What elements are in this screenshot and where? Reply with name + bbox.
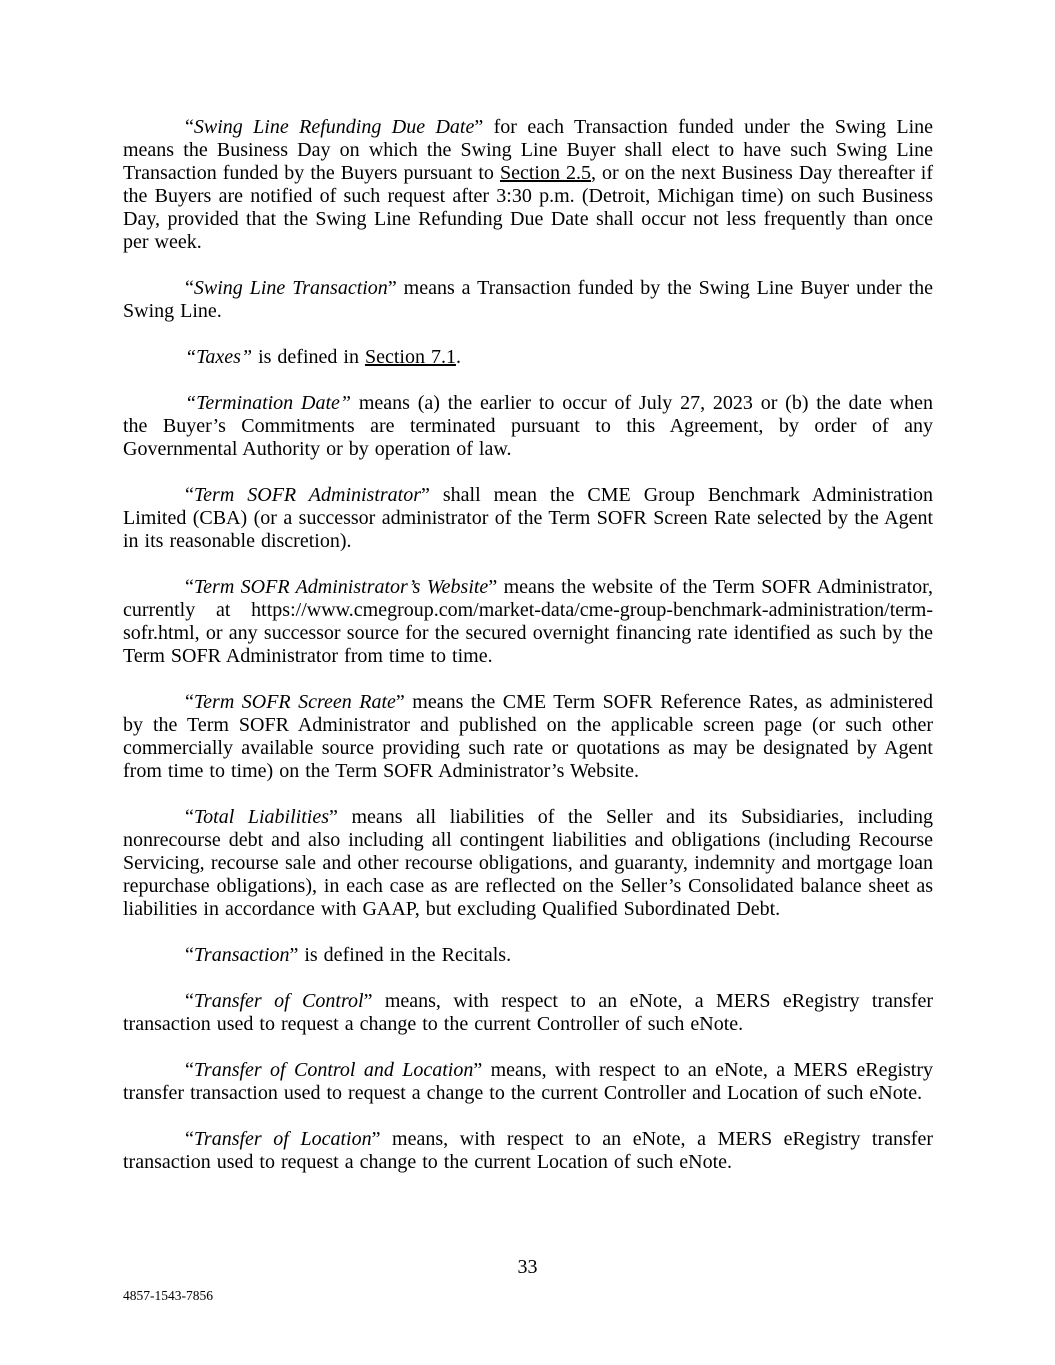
text-run: ” means all liabilities of the Seller and its Subsidiaries, including nonrecourse debt and also including all contingent liabilities and obligations (including Recourse Servicing, recourse sale and other recourse obligations, and guaranty, indemnity and mortgage loan repurchase obligations), in each case as are reflected on the Seller’s Consolidated balance sheet as liabilities in accordance with GAAP, but excluding Qualified Subordinated Debt.: [123, 806, 933, 920]
text-run: ” means the CME Term SOFR Reference Rates, as administered by the Term SOFR Administrator and published on the applicable screen page (or such other commercially available source providing such rate or quotations as may be designated by Agent from time to time) on the Term SOFR Administrator’s Website.: [123, 691, 933, 782]
text-run: “: [185, 1059, 194, 1081]
text-run: ” is defined in the Recitals.: [289, 944, 512, 966]
text-run: “: [185, 277, 194, 299]
definition-paragraph: [123, 277, 933, 323]
definition-paragraph: [123, 1128, 933, 1174]
text-run: “: [185, 990, 194, 1012]
text-run: means (a) the earlier to occur of July 27, 2023 or (b) the date when the Buyer’s Commitments are terminated pursuant to this Agreement, by order of any Governmental Authority or by operation of law.: [123, 392, 933, 460]
text-run: ” means the website of the Term SOFR Administrator, currently at https://www.cmegroup.com/market-data/cme-group-benchmark-administration/term-sofr.html, or any successor source for the secured overnight financing rate identified as such by the Term SOFR Administrator from time to time.: [123, 576, 933, 667]
defined-term: Total Liabilities: [193, 806, 329, 828]
definition-paragraph: [123, 116, 933, 254]
defined-term: Transfer of Control and Location: [193, 1059, 474, 1081]
text-run: “: [185, 576, 194, 598]
defined-term: Transaction: [193, 944, 290, 966]
definition-paragraph: [123, 944, 933, 967]
definition-paragraph: [123, 1059, 933, 1105]
definition-paragraph: [123, 392, 933, 461]
defined-term: Swing Line Refunding Due Date: [193, 116, 475, 138]
text-run: ” shall mean the CME Group Benchmark Administration Limited (CBA) (or a successor administrator of the Term SOFR Screen Rate selected by the Agent in its reasonable discretion).: [123, 484, 933, 552]
defined-term: Swing Line Transaction: [193, 277, 388, 299]
defined-term: Term SOFR Screen Rate: [193, 691, 396, 713]
definition-paragraph: [123, 576, 933, 668]
page-number: 33: [517, 1256, 538, 1278]
defined-term: Term SOFR Administrator: [193, 484, 422, 506]
definition-paragraph: [123, 346, 933, 369]
text-run: “: [185, 806, 194, 828]
text-run: .: [455, 346, 461, 368]
text-run: ” means a Transaction funded by the Swing Line Buyer under the Swing Line.: [123, 277, 933, 322]
section-reference: Section 2.5: [499, 162, 591, 184]
text-run: “: [185, 116, 194, 138]
defined-term: Term SOFR Administrator’s Website: [193, 576, 489, 598]
defined-term: Transfer of Control: [193, 990, 364, 1012]
text-run: ” means, with respect to an eNote, a MERS eRegistry transfer transaction used to request a change to the current Controller and Location of such eNote.: [123, 1059, 934, 1104]
definition-paragraph: [123, 691, 933, 783]
section-reference: Section 7.1: [364, 346, 456, 368]
definition-paragraph: [123, 806, 933, 921]
defined-term: Transfer of Location: [193, 1128, 372, 1150]
text-run: “: [185, 484, 194, 506]
text-run: ” for each Transaction funded under the Swing Line means the Business Day on which the Swing Line Buyer shall elect to have such Swing Line Transaction funded by the Buyers pursuant to: [123, 116, 934, 184]
text-run: is defined in: [252, 346, 365, 368]
document-id-stamp: 4857-1543-7856: [123, 1288, 213, 1303]
text-run: ” means, with respect to an eNote, a MERS eRegistry transfer transaction used to request a change to the current Location of such eNote.: [123, 1128, 933, 1173]
defined-term: “Taxes”: [185, 346, 253, 368]
text-run: “: [185, 944, 194, 966]
text-run: , or on the next Business Day thereafter if the Buyers are notified of such request after 3:30 p.m. (Detroit, Michigan time) on such Business Day, provided that the Swing Line Refunding Due Date shall occur not less frequently than once per week.: [123, 162, 934, 253]
text-run: ” means, with respect to an eNote, a MERS eRegistry transfer transaction used to request a change to the current Controller of such eNote.: [123, 990, 933, 1035]
definition-paragraph: [123, 990, 933, 1036]
definition-paragraph: [123, 484, 933, 553]
defined-term: “Termination Date”: [185, 392, 351, 414]
text-run: “: [185, 691, 194, 713]
document-body: [123, 116, 933, 1197]
text-run: “: [185, 1128, 194, 1150]
